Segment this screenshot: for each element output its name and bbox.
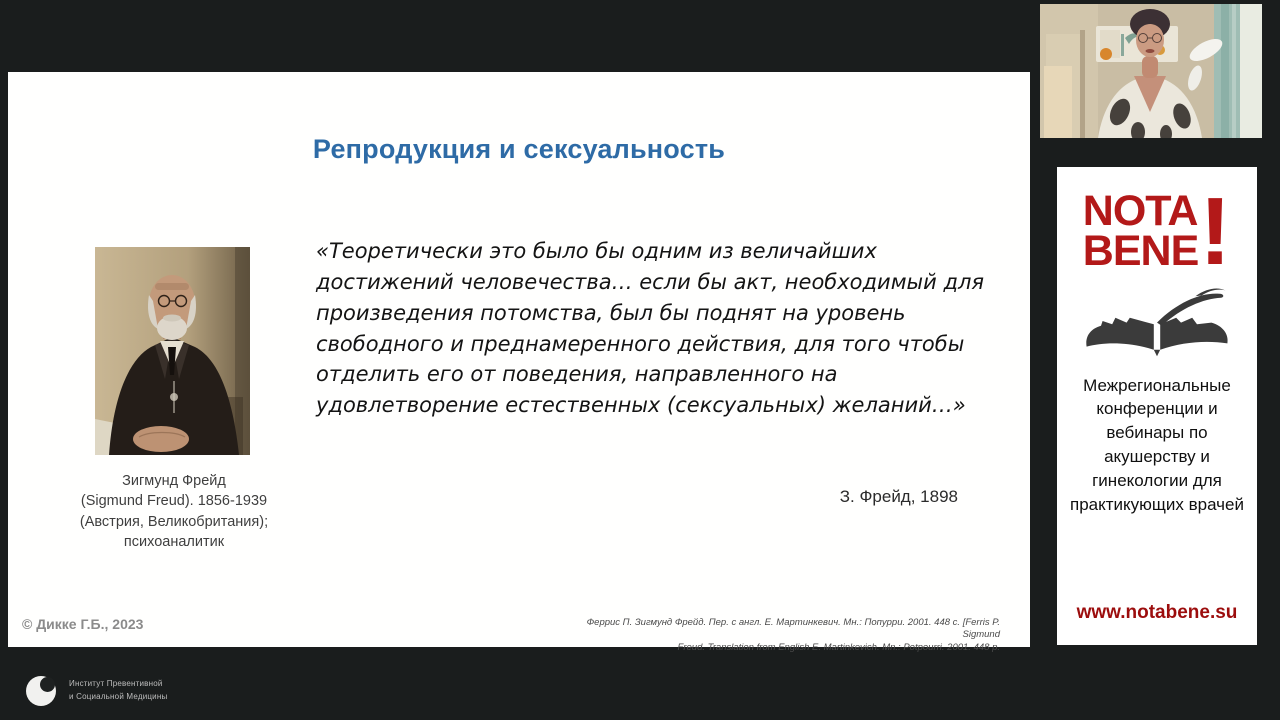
eclipse-circle-icon <box>26 676 56 706</box>
nota-word: NOTA <box>1082 187 1198 235</box>
institute-name <box>69 678 167 704</box>
slide-title: Репродукция и сексуальность <box>312 134 726 164</box>
nota-bene-logo <box>1057 178 1257 285</box>
institute-name-line2: и Социальной Медицины <box>69 692 168 701</box>
nota-bene-panel <box>1057 167 1257 645</box>
photo-caption-line: (Австрия, Великобритания); <box>79 513 269 530</box>
eclipse-circle-notch <box>40 677 55 692</box>
freud-portrait-illustration <box>95 247 250 455</box>
bene-word: BENE <box>1082 227 1199 276</box>
open-book-icon <box>1077 284 1237 358</box>
website-link[interactable]: www.notabene.su <box>1076 602 1238 623</box>
reference-citation-line2: Freud. Translation from English E. Martinkevich. Mn.: Potpourri. 2001. 448 p. <box>677 641 1000 653</box>
speaker-webcam-scene <box>1040 4 1262 138</box>
copyright-note: © Дикке Г.Б., 2023 <box>22 616 144 632</box>
photo-caption <box>28 471 320 552</box>
reference-citation <box>580 617 1000 654</box>
photo-caption-line: психоаналитик <box>123 533 225 550</box>
quote-attribution: З. Фрейд, 1898 <box>839 487 958 506</box>
nota-bene-wordmark <box>1082 187 1199 276</box>
speaker-webcam-video[interactable] <box>1040 4 1262 138</box>
reference-citation-line1: Феррис П. Зигмунд Фрейд. Пер. с англ. Е. Мартинкевич. Мн.: Попурри. 2001. 448 с. [Ferris P. Sigmund <box>586 617 1000 641</box>
presentation-slide <box>8 72 1030 653</box>
conference-description: Межрегиональные конференции и вебинары по акушерству и гинекологии для практикующих врачей <box>1070 375 1244 514</box>
freud-quote: «Теоретически это было бы одним из величайших достижений человечества… если бы акт, необходимый для произведения потомства, был бы поднят на уровень свободного и преднамеренного действия, для того чтобы отделить его от поведения, направленного на удовлетворение естественных (сексуальных) желаний…» <box>316 239 985 418</box>
institute-name-line1: Институт Превентивной <box>69 679 163 689</box>
photo-caption-line: (Sigmund Freud). 1856-1939 <box>80 493 268 510</box>
institute-logo <box>26 676 167 706</box>
freud-portrait-photo <box>95 247 250 455</box>
photo-caption-line: Зигмунд Фрейд <box>122 473 226 489</box>
exclamation-mark: ! <box>1199 178 1232 285</box>
